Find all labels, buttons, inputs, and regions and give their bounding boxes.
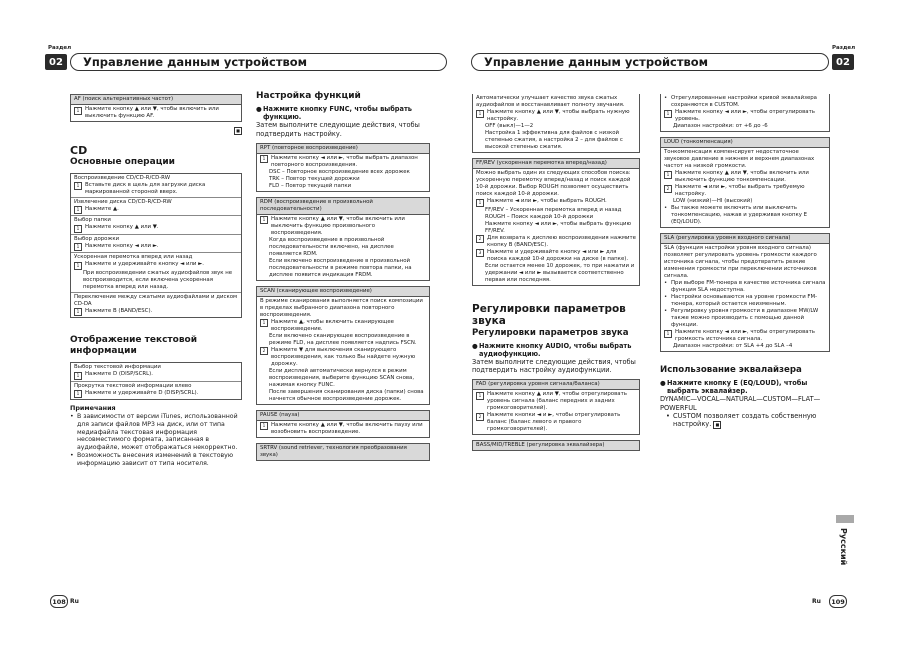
loud-box: LOUD (тонкомпенсация) Тонкомпенсация компенсирует недостаточное звуковое давление в нижнем и верхнем диапазонах частот на низкой громкости. 1 Нажмите кнопку ▲ или ▼, чтобы включить или выключить функцию тонкомпенсации. 2 Нажмите ◄ или ►, чтобы выбрать требуемую настройку. LOW (низкий)—HI (высокий) • Вы также можете включить или выключить тонкомпенсацию, нажав и удерживая кнопку E (EQ/LOUD). <box>660 137 830 228</box>
cd-title: CD <box>70 143 88 157</box>
rdm-extra: Когда воспроизведение в произвольной последовательности включено, на дисплее появляется RDM. <box>269 236 394 257</box>
ffrev-intro: Можно выбрать один из следующих способов поиска: ускоренную перемотку вперед/назад и поиск каждой 10-й дорожки. Выбор ROUGH позволяет осуществить поиск каждой 10-й дорожки. <box>476 170 631 197</box>
pause-step: Нажмите кнопку ▲ или ▼, чтобы включить паузу или возобновить воспроизведение. <box>271 421 423 435</box>
step-number-icon: 2 <box>664 185 672 193</box>
step-number-icon: 1 <box>260 422 268 430</box>
eq-title: Использование эквалайзера <box>660 365 802 375</box>
rdm-box <box>256 197 430 281</box>
op-step: Вставьте диск в щель для загрузки диска маркированной стороной вверх. <box>85 181 206 195</box>
fad-step: Нажмите кнопку ▲ или ▼, чтобы отрегулировать уровень сигнала (баланс передних и задних громкоговорителей). <box>487 391 627 412</box>
op-step: Нажмите ▲. <box>85 205 119 212</box>
audio-adjust-title: Регулировки параметров звука <box>472 302 626 327</box>
bmt-box <box>472 440 640 451</box>
op-text: Переключение между сжатыми аудиофайлами и диском CD-DA <box>74 293 238 307</box>
scan-extra: Если дисплей автоматически вернулся в режим воспроизведения, выберите функцию SCAN снова, нажимая кнопку FUNC. <box>269 367 415 388</box>
fad-box <box>472 379 640 435</box>
op-text: Прокрутка текстовой информации влево <box>74 382 192 389</box>
op-step-extra: При воспроизведении сжатых аудиофайлов звук не воспроизводится, если включена ускоренная перемотка вперед или назад. <box>83 269 233 290</box>
op-step: Нажмите кнопку ▲ или ▼. <box>85 224 159 231</box>
ffrev-step: Нажмите ◄ или ►, чтобы выбрать ROUGH. <box>487 198 607 204</box>
sla-box: SLA (регулировка уровня входного сигнала) SLA (функция настройки уровня входного сигнала) позволяет регулировать уровень громкости каждого источника сигнала, чтобы предотвратить резкие изменения громкости при переключении источников сигнала. • При выборе FM-тюнера в качестве источника сигнала функция SLA недоступна. • Настройки основываются на уровне громкости FM-тюнера, который остается неизменным. • Регулировку уровня громкости в диапазоне MW/LW также можно производить с помощью данной функции. 1 Нажмите кнопку ◄ или ►, чтобы отрегулировать громкость источника сигнала. Диапазон настройки: от SLA +4 до SLA –4 <box>660 233 830 352</box>
rdm-extra: Если включено воспроизведение в произвольной последовательности в режиме повтора папки, на дисплее появится индикация FRDM. <box>269 257 412 278</box>
srtrv-head: SRTRV (sound retriever, технология преобразования звука) <box>257 444 429 460</box>
column-4: • Отрегулированные настройки кривой эквалайзера сохраняются в CUSTOM. 1 Нажмите кнопку ◄ или ►, чтобы отрегулировать уровень. Диапазон настройки: от +6 до -6 LOUD (тонкомпенсация) Тонкомпенсация компенсирует недостаточное звуковое давление в нижнем и верхнем диапазонах частот на низкой громкости. 1 Нажмите кнопку ▲ или ▼, чтобы включить или выключить функцию тонкомпенсации. 2 Нажмите ◄ или ►, чтобы выбрать требуемую настройку. LOW (низкий)—HI (высокий) • Вы также можете включить или выключить тонкомпенсацию, нажав и удерживая кнопку E (EQ/LOUD). SLA (регулировка уровня входного сигнала) SLA (функция настройки уровня входного сигнала) позволяет регулировать уровень громкости каждого источника сигнала, чтобы предотвратить резкие изменения громкости при переключении источников сигнала. • При выборе FM-тюнера в качестве источника сигнала функция SLA недоступна. • Настройки основываются на уровне громкости FM-тюнера, который остается неизменным. • Регулировку уровня громкости в диапазоне MW/LW также можно производить с помощью данной функции. 1 Нажмите кнопку ◄ или ►, чтобы отрегулировать громкость источника сигнала. Диапазон настройки: от SLA +4 до SLA –4 Использование эквалайзера ● Нажмите кнопку E (EQ/LOUD), чтобы выбрать эквалайзер. DYNAMIC—VOCAL—NATURAL—CUSTOM—FLAT—POWERFUL • CUSTOM позволяет создать собственную настройку. ■ <box>660 94 830 429</box>
eq-instruction: Нажмите кнопку E (EQ/LOUD), чтобы выбрать эквалайзер. <box>667 379 808 396</box>
op-step: Нажмите и удерживайте D (DISP/SCRL). <box>85 389 199 396</box>
eq-cont-bullet: Отрегулированные настройки кривой эквалайзера сохраняются в CUSTOM. <box>671 95 817 108</box>
end-mark-icon: ■ <box>234 127 242 135</box>
step-number-icon: 1 <box>74 243 82 251</box>
op-text: Выбор текстовой информации <box>74 364 161 371</box>
srtrv-line: OFF (выкл)—1—2 <box>485 123 534 129</box>
scan-step: Нажмите ▲, чтобы включить сканирующее воспроизведение. <box>271 318 394 332</box>
rpt-line: FLD – Повтор текущей папки <box>269 182 352 189</box>
section-number-right: 02 <box>832 54 854 70</box>
op-text: Выбор папки <box>74 217 111 224</box>
step-number-icon: 1 <box>664 330 672 338</box>
rdm-head: RDM (воспроизведение в произвольной последовательности) <box>257 198 429 215</box>
lang-code-right: Ru <box>812 598 821 605</box>
func-instruction: Нажмите кнопку FUNC, чтобы выбрать функцию. <box>263 105 412 122</box>
pause-head: PAUSE (пауза) <box>257 411 429 421</box>
step-number-icon: 1 <box>74 182 82 190</box>
step-number-icon: 1 <box>476 199 484 207</box>
op-step: Нажмите кнопку ◄ или ►. <box>85 242 159 249</box>
srtrv-line: Настройка 1 эффективна для файлов с низкой степенью сжатия, а настройка 2 – для файлов с высокой степенью сжатия. <box>485 130 623 150</box>
ffrev-line: Нажмите кнопку ◄ или ►, чтобы выбрать функцию FF/REV. <box>485 220 632 234</box>
sla-intro: SLA (функция настройки уровня входного сигнала) позволяет регулировать уровень громкости каждого источника сигнала, чтобы предотвратить резкие изменения громкости при переключении источников сигнала. <box>664 245 817 279</box>
page-number-left: 108 <box>50 595 68 608</box>
af-step: Нажмите кнопку ▲ или ▼, чтобы включить или выключить функцию AF. <box>85 106 219 119</box>
eq-chain: DYNAMIC—VOCAL—NATURAL—CUSTOM—FLAT—POWERFUL <box>660 395 821 412</box>
bmt-head: BASS/MID/TREBLE (регулировка эквалайзера) <box>473 441 639 450</box>
fad-step: Нажмите кнопки ◄ и ►, чтобы отрегулировать баланс (баланс левого и правого громкоговорителей). <box>487 412 621 433</box>
ffrev-head: FF/REV (ускоренная перемотка вперед/назад) <box>473 159 639 169</box>
srtrv-step: Нажмите кнопку ▲ или ▼, чтобы выбрать нужную настройку. <box>487 109 630 122</box>
eq-cont-box: • Отрегулированные настройки кривой эквалайзера сохраняются в CUSTOM. 1 Нажмите кнопку ◄ или ►, чтобы отрегулировать уровень. Диапазон настройки: от +6 до -6 <box>660 94 830 132</box>
loud-step: Нажмите ◄ или ►, чтобы выбрать требуемую настройку. <box>675 184 805 197</box>
page-number-right: 109 <box>829 595 847 608</box>
srtrv-cont-box <box>472 94 640 153</box>
step-number-icon: 1 <box>260 319 268 327</box>
loud-intro: Тонкомпенсация компенсирует недостаточное звуковое давление в нижнем и верхнем диапазонах частот на низкой громкости. <box>664 149 815 169</box>
loud-bullet: Вы также можете включить или выключить тонкомпенсацию, нажав и удерживая кнопку E (EQ/LOUD). <box>671 205 808 225</box>
rpt-line: TRK – Повтор текущей дорожки <box>269 175 360 182</box>
rpt-box <box>256 143 430 192</box>
op-text: Извлечение диска CD/CD-R/CD-RW <box>74 198 172 205</box>
op-text: Воспроизведение CD/CD-R/CD-RW <box>74 174 171 181</box>
step-number-icon: 1 <box>476 110 484 118</box>
column-3: Автоматически улучшает качество звука сжатых аудиофайлов и восстанавливает полноту звучания. 1 Нажмите кнопку ▲ или ▼, чтобы выбрать нужную настройку. OFF (выкл)—1—2 Настройка 1 эффективна для файлов с низкой степенью сжатия, а настройка 2 – для файлов с высокой степенью сжатия. FF/REV (ускоренная перемотка вперед/назад) Можно выбрать один из следующих способов поиска: ускоренную перемотку вперед/назад и поиск каждой 10-й дорожки. Выбор ROUGH позволяет осуществить поиск каждой 10-й дорожки. 1 Нажмите ◄ или ►, чтобы выбрать ROUGH. FF/REV – Ускоренная перемотка вперед и назад ROUGH – Поиск каждой 10-й дорожки Нажмите кнопку ◄ или ►, чтобы выбрать функцию FF/REV. 2 Для возврата к дисплею воспроизведения нажмите кнопку B (BAND/ESC). 3 Нажмите и удерживайте кнопку ◄ или ► для поиска каждой 10-й дорожки на диске (в папке). Если остается менее 10 дорожек, то при нажатии и удержании ◄ или ► вызывается соответственно первая или последняя. Регулировки параметров звука Регулировки параметров звука ● Нажмите кнопку AUDIO, чтобы выбрать аудиофункцию. Затем выполните следующие действия, чтобы подтвердить настройку аудиофункции. FAD (регулировка уровня сигнала/баланса) 1 Нажмите кнопку ▲ или ▼, чтобы отрегулировать уровень сигнала (баланс передних и задних громкоговорителей). 2 Нажмите кнопки ◄ и ►, чтобы отрегулировать баланс (баланс левого и правого громкоговорителей). BASS/MID/TREBLE (регулировка эквалайзера) <box>472 94 640 456</box>
section-label-right: Раздел <box>832 45 856 51</box>
srtrv-intro: Автоматически улучшает качество звука сжатых аудиофайлов и восстанавливает полноту звучания. <box>476 95 625 108</box>
audio-adjust-subtitle: Регулировки параметров звука <box>472 327 629 338</box>
step-number-icon: 1 <box>664 110 672 118</box>
scan-head: SCAN (сканирующее воспроизведение) <box>257 287 429 297</box>
step-number-icon: 1 <box>74 206 82 214</box>
step-number-icon: 1 <box>74 262 82 270</box>
pause-box <box>256 410 430 438</box>
sla-step: Нажмите кнопку ◄ или ►, чтобы отрегулировать громкость источника сигнала. <box>675 329 815 342</box>
op-text: Ускоренная перемотка вперед или назад <box>74 254 193 261</box>
af-box-head: AF (поиск альтернативных частот) <box>71 95 241 105</box>
lang-code-left: Ru <box>70 598 79 605</box>
ffrev-step: Для возврата к дисплею воспроизведения нажмите кнопку B (BAND/ESC). <box>487 234 637 248</box>
rpt-line: DSC – Повторное воспроизведение всех дорожек <box>269 168 410 175</box>
op-step: Нажмите и удерживайте кнопку ◄ или ►. <box>85 261 204 268</box>
rdm-step: Нажмите кнопку ▲ или ▼, чтобы включить или выключить функцию произвольного воспроизведения. <box>271 215 405 236</box>
eq-cont-step: Нажмите кнопку ◄ или ►, чтобы отрегулировать уровень. <box>675 109 815 122</box>
basic-ops-box <box>70 173 242 319</box>
page-title-left: Управление данным устройством <box>70 53 447 71</box>
step-number-icon: 2 <box>476 235 484 243</box>
basic-ops-title: Основные операции <box>70 156 175 167</box>
step-number-icon: 1 <box>74 390 82 398</box>
op-text: Выбор дорожки <box>74 235 120 242</box>
column-2: Настройка функций ● Нажмите кнопку FUNC, чтобы выбрать функцию. Затем выполните следующие действия, чтобы подтвердить настройку. RPT (повторное воспроизведение) 1 Нажмите кнопку ◄ или ►, чтобы выбрать диапазон повторного воспроизведения. DSC – Повторное воспроизведение всех дорожек TRK – Повтор текущей дорожки FLD – Повтор текущей папки RDM (воспроизведение в произвольной последовательности) 1 Нажмите кнопку ▲ или ▼, чтобы включить или выключить функцию произвольного воспроизведения. Когда воспроизведение в произвольной последовательности включено, на дисплее появляется RDM. Если включено воспроизведение в произвольной последовательности в режиме повтора папки, на дисплее появится индикация FRDM. SCAN (сканирующее воспроизведение) В режиме сканирования выполняется поиск композиции в пределах выбранного диапазона повторного воспроизведения. 1 Нажмите ▲, чтобы включить сканирующее воспроизведение. Если включено сканирующее воспроизведение в режиме FLD, на дисплее появляется надпись FSCN. 2 Нажмите ▼ для выключения сканирующего воспроизведения, как только Вы найдете нужную дорожку. Если дисплей автоматически вернулся в режим воспроизведения, выберите функцию SCAN снова, нажимая кнопку FUNC. После завершения сканирования диска (папки) снова начнется обычное воспроизведение дорожек. PAUSE (пауза) 1 Нажмите кнопку ▲ или ▼, чтобы включить паузу или возобновить воспроизведение. SRTRV (sound retriever, технология преобразования звука) <box>256 91 430 466</box>
eq-cont-range: Диапазон настройки: от +6 до -6 <box>673 123 768 129</box>
func-instruction-2: Затем выполните следующие действия, чтобы подтвердить настройку. <box>256 121 420 138</box>
side-tab-label: Русский <box>839 528 848 566</box>
notes-title: Примечания <box>70 404 116 413</box>
note-item: Возможность внесения изменений в текстовую информацию зависит от типа носителя. <box>77 452 234 468</box>
step-number-icon: 1 <box>74 308 82 316</box>
scan-step: Нажмите ▼ для выключения сканирующего воспроизведения, как только Вы найдете нужную дорожку. <box>271 346 416 367</box>
ffrev-step: Нажмите и удерживайте кнопку ◄ или ► для поиска каждой 10-й дорожки на диске (в папке). <box>487 248 629 262</box>
func-setup-title: Настройка функций <box>256 91 361 101</box>
side-tab-bar <box>836 515 854 523</box>
step-number-icon: 1 <box>260 216 268 224</box>
ffrev-line: ROUGH – Поиск каждой 10-й дорожки <box>485 213 594 220</box>
custom-bullet: CUSTOM позволяет создать собственную настройку. <box>673 411 817 429</box>
section-label-left: Раздел <box>48 45 72 51</box>
ffrev-box <box>472 158 640 286</box>
srtrv-box <box>256 443 430 461</box>
step-number-icon: 2 <box>476 413 484 421</box>
loud-head: LOUD (тонкомпенсация) <box>661 138 829 148</box>
step-number-icon: 1 <box>664 171 672 179</box>
loud-step: Нажмите кнопку ▲ или ▼, чтобы включить или выключить функцию тонкомпенсации. <box>675 170 809 183</box>
sla-range: Диапазон настройки: от SLA +4 до SLA –4 <box>673 343 793 349</box>
rpt-head: RPT (повторное воспроизведение) <box>257 144 429 154</box>
audio-instruction-2: Затем выполните следующие действия, чтобы подтвердить настройку аудиофункции. <box>472 357 636 375</box>
scan-box <box>256 286 430 405</box>
fad-head: FAD (регулировка уровня сигнала/баланса) <box>473 380 639 390</box>
page-title-right: Управление данным устройством <box>471 53 829 71</box>
text-info-box <box>70 362 242 400</box>
sla-head: SLA (регулировка уровня входного сигнала) <box>661 234 829 244</box>
step-number-icon: 1 <box>74 372 82 380</box>
step-number-icon: 2 <box>260 347 268 355</box>
sla-bullet: Регулировку уровня громкости в диапазоне MW/LW также можно производить с помощью данной функции. <box>671 308 819 328</box>
step-number-icon: 1 <box>74 107 82 115</box>
op-step: Нажмите B (BAND/ESC). <box>85 307 153 314</box>
ffrev-line: FF/REV – Ускоренная перемотка вперед и назад <box>485 206 622 213</box>
section-number-left: 02 <box>45 54 67 70</box>
sla-bullet: При выборе FM-тюнера в качестве источника сигнала функция SLA недоступна. <box>671 280 826 293</box>
rpt-step: Нажмите кнопку ◄ или ►, чтобы выбрать диапазон повторного воспроизведения. <box>271 154 418 168</box>
end-mark-icon: ■ <box>713 421 721 429</box>
op-step: Нажмите D (DISP/SCRL). <box>85 371 153 378</box>
ffrev-extra: Если остается менее 10 дорожек, то при нажатии и удержании ◄ или ► вызывается соответственно первая или последняя. <box>485 262 635 283</box>
step-number-icon: 1 <box>74 225 82 233</box>
loud-level: LOW (низкий)—HI (высокий) <box>673 198 753 204</box>
scan-intro: В режиме сканирования выполняется поиск композиции в пределах выбранного диапазона повторного воспроизведения. <box>260 297 423 318</box>
af-box <box>70 94 242 122</box>
step-number-icon: 1 <box>260 155 268 163</box>
text-info-title: Отображение текстовой информации <box>70 335 198 357</box>
step-number-icon: 3 <box>476 249 484 257</box>
scan-extra: После завершения сканирования диска (папки) снова начнется обычное воспроизведение дорожек. <box>269 388 424 402</box>
scan-extra: Если включено сканирующее воспроизведение в режиме FLD, на дисплее появляется надпись FSCN. <box>269 332 417 346</box>
column-1: AF (поиск альтернативных частот) 1 Нажмите кнопку ▲ или ▼, чтобы включить или выключить функцию AF. ■ CD Основные операции Воспроизведение CD/CD-R/CD-RW 1 Вставьте диск в щель для загрузки диска маркированной стороной вверх. Извлечение диска CD/CD-R/CD-RW 1 Нажмите ▲. Выбор папки 1 Нажмите кнопку ▲ или ▼. Выбор дорожки 1 Нажмите кнопку ◄ или ►. Ускоренная перемотка вперед или назад 1 Нажмите и удерживайте кнопку ◄ или ►. При воспроизведении сжатых аудиофайлов звук не воспроизводится, если включена ускоренная перемотка вперед или назад. Переключение между сжатыми аудиофайлами и диском CD-DA 1 Нажмите B (BAND/ESC). Отображение текстовой информации Выбор текстовой информации 1 Нажмите D (DISP/SCRL). Прокрутка текстовой информации влево 1 Нажмите и удерживайте D (DISP/SCRL). Примечания • В зависимости от версии iTunes, использованной для записи файлов MP3 на диск, или от типа медиафайла текстовая информация несовместимого формата, записанная в аудиофайле, может отображаться некорректно. • Возможность внесения изменений в текстовую информацию зависит от типа носителя. <box>70 94 242 468</box>
note-item: В зависимости от версии iTunes, использованной для записи файлов MP3 на диск, или от типа медиафайла текстовая информация несовместимого формата, записанная в аудиофайле, может отображаться некорректно. <box>77 412 238 452</box>
step-number-icon: 1 <box>476 392 484 400</box>
sla-bullet: Настройки основываются на уровне громкости FM-тюнера, который остается неизменным. <box>671 294 818 307</box>
audio-instruction: Нажмите кнопку AUDIO, чтобы выбрать аудиофункцию. <box>479 341 632 358</box>
